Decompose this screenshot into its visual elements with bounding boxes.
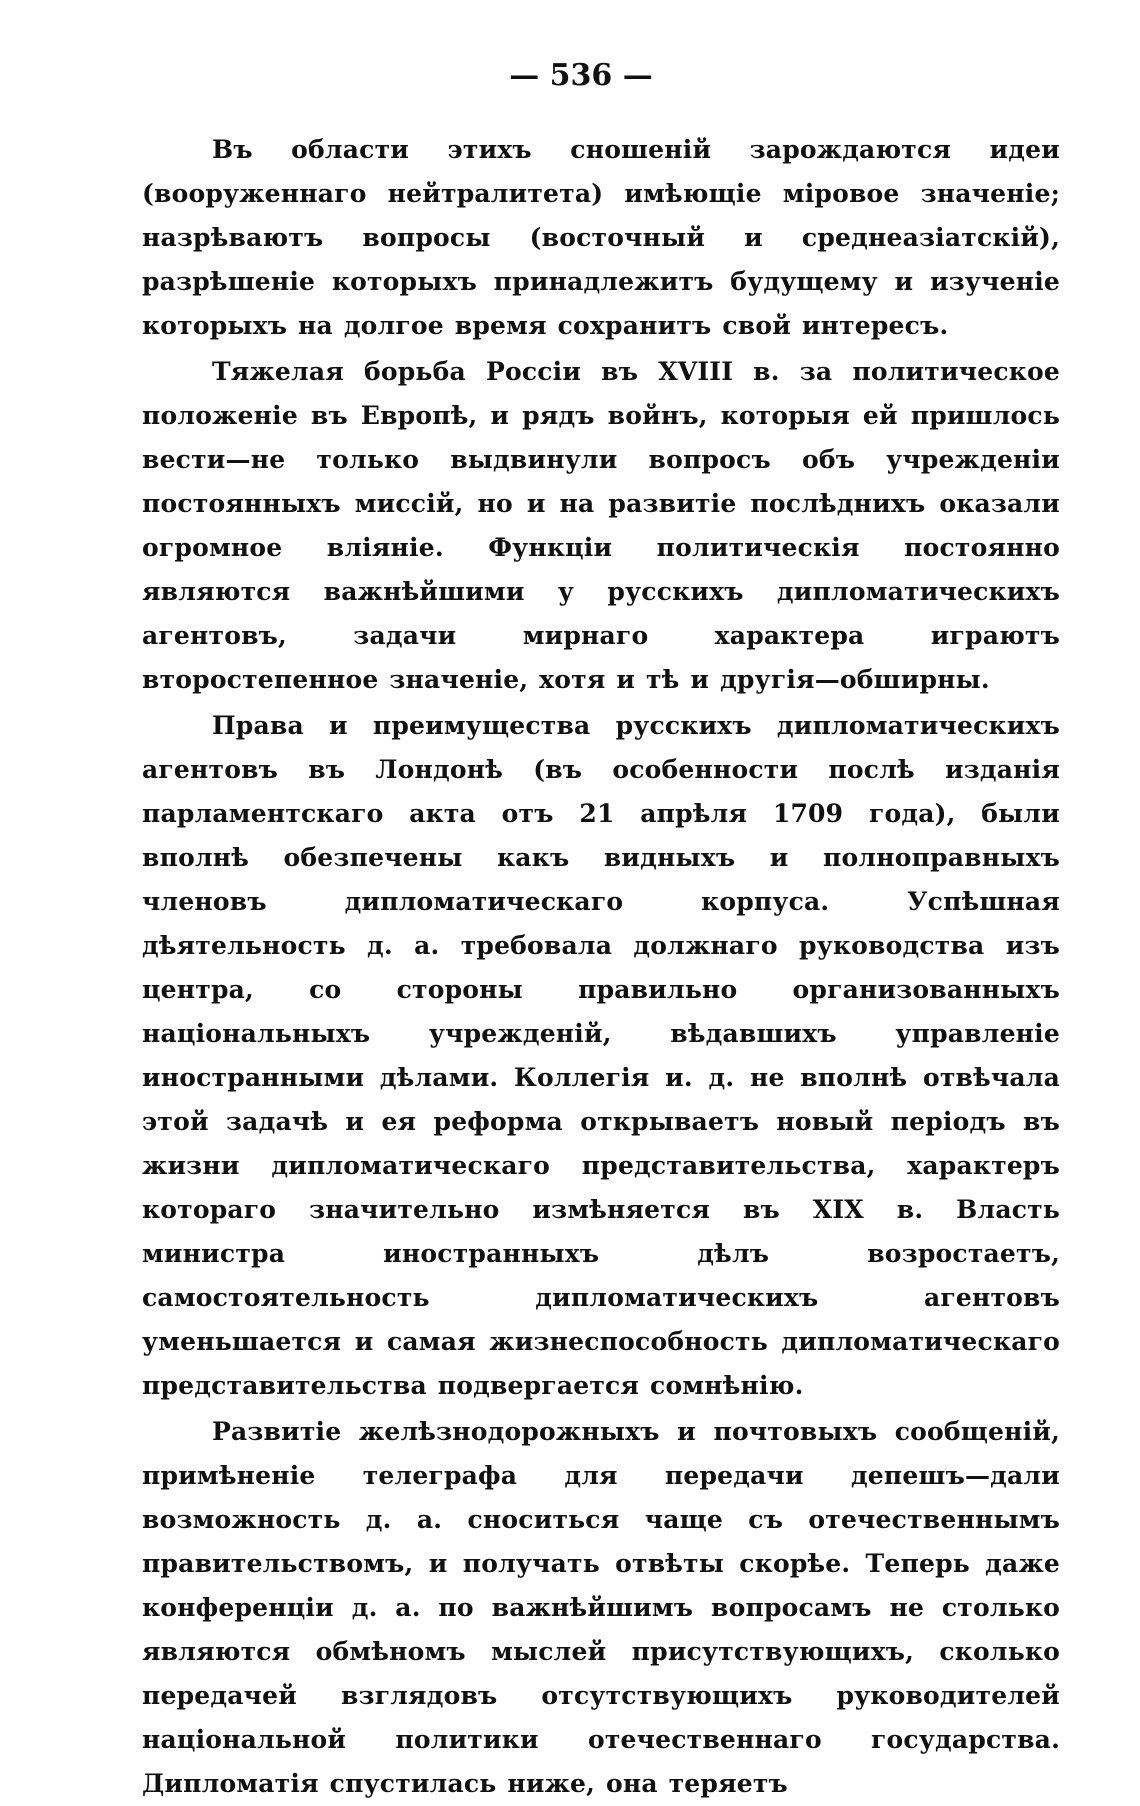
- paragraph-4: Развитіе желѣзнодорожныхъ и почтовыхъ сообщеній, примѣненіе телеграфа для передачи депешъ—дали возможность д. а. сноситься чаще съ отечественнымъ правительствомъ, и получать отвѣты скорѣе. Теперь даже конференціи д. а. по важнѣйшимъ вопросамъ не столько являются обмѣномъ мыслей присутствующихъ, сколько передачей взглядовъ отсутствующихъ руководителей національной политики отечественнаго государства. Дипломатія спустилась ниже, она теряетъ: [142, 1417, 1060, 1798]
- paragraph-3: Права и преимущества русскихъ дипломатическихъ агентовъ въ Лондонѣ (въ особенности послѣ изданія парламентскаго акта отъ 21 апрѣля 1709 года), были вполнѣ обезпечены какъ видныхъ и полноправныхъ членовъ дипломатическаго корпуса. Успѣшная дѣятельность д. а. требовала должнаго руководства изъ центра, со стороны правильно организованныхъ національныхъ учрежденій, вѣдавшихъ управленіе иностранными дѣлами. Коллегія и. д. не вполнѣ отвѣчала этой задачѣ и ея реформа открываетъ новый періодъ въ жизни дипломатическаго представительства, характеръ котораго значительно измѣняется въ XIX в. Власть министра иностранныхъ дѣлъ возростаетъ, самостоятельность дипломатическихъ агентовъ уменьшается и самая жизнеспособность дипломатическаго представительства подвергается сомнѣнію.: [142, 711, 1060, 1400]
- page-number: — 536 —: [509, 58, 653, 93]
- paragraph-1: Въ области этихъ сношеній зарождаются идеи (вооруженнаго нейтралитета) имѣющіе міровое значеніе; назрѣваютъ вопросы (восточный и среднеазіатскій), разрѣшеніе которыхъ принадлежитъ будущему и изученіе которыхъ на долгое время сохранитъ свой интересъ.: [142, 135, 1060, 340]
- paragraph-2: Тяжелая борьба Россіи въ XVIII в. за политическое положеніе въ Европѣ, и рядъ войнъ, которыя ей пришлось вести—не только выдвинули вопросъ объ учрежденіи постоянныхъ миссій, но и на развитіе послѣднихъ оказали огромное вліяніе. Функціи политическія постоянно являются важнѣйшими у русскихъ дипломатическихъ агентовъ, задачи мирнаго характера играютъ второстепенное значеніе, хотя и тѣ и другія—обширны.: [142, 357, 1060, 694]
